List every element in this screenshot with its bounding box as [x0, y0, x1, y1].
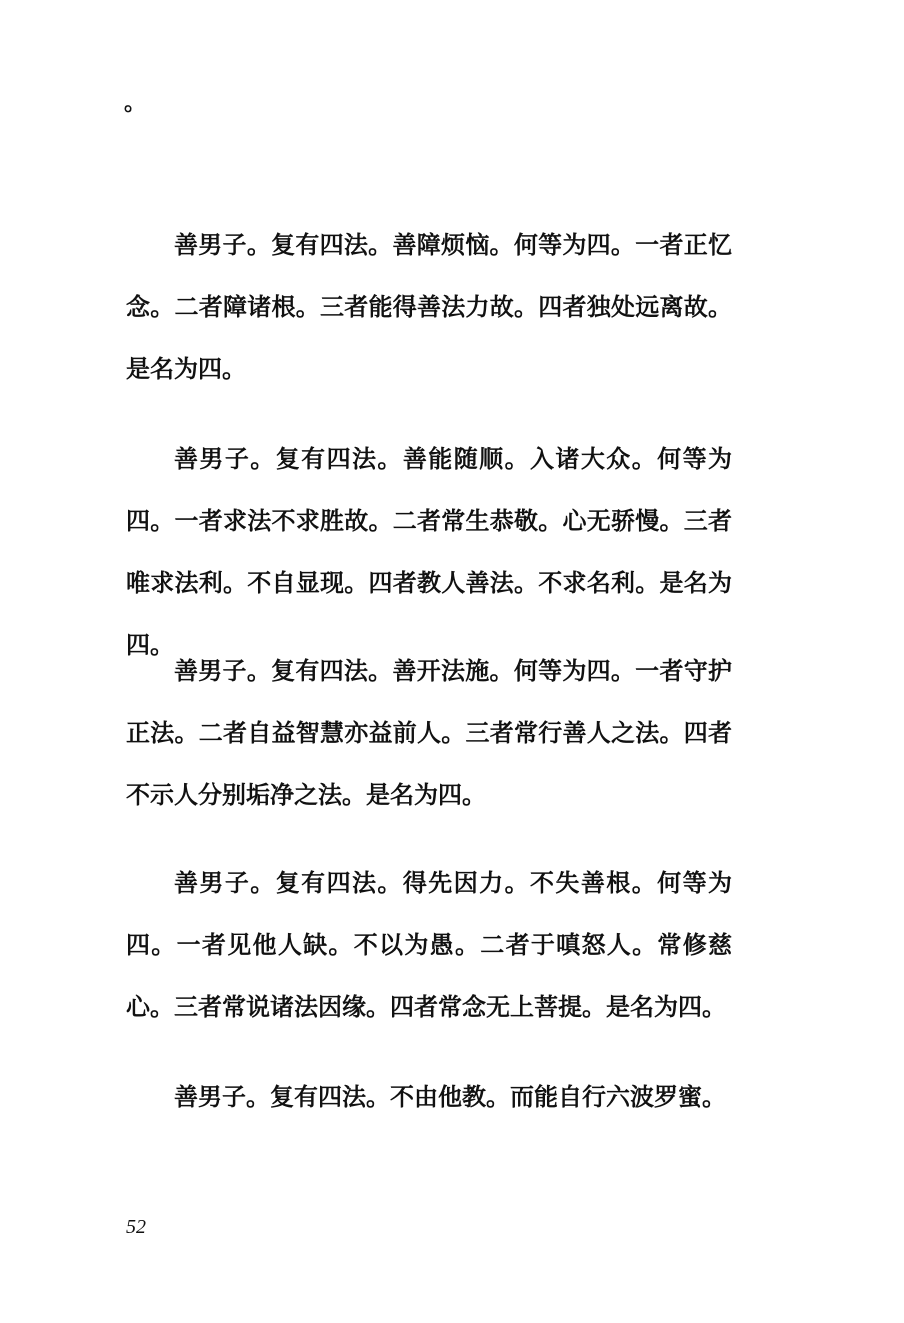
paragraph-5: 善男子。复有四法。不由他教。而能自行六波罗蜜。	[174, 1082, 726, 1111]
paragraph-3: 善男子。复有四法。善开法施。何等为四。一者守护正法。二者自益智慧亦益前人。三者常行善人之法。四者不示人分别垢净之法。是名为四。	[126, 656, 732, 809]
page-number: 52	[126, 1216, 146, 1238]
paragraph-4: 善男子。复有四法。得先因力。不失善根。何等为四。一者见他人缺。不以为愚。二者于嗔怒人。常修慈心。三者常说诸法因缘。四者常念无上菩提。是名为四。	[126, 868, 732, 1021]
paragraph-1: 善男子。复有四法。善障烦恼。何等为四。一者正忆念。二者障诸根。三者能得善法力故。四者独处远离故。是名为四。	[126, 230, 732, 383]
leading-punctuation: 。	[124, 90, 147, 116]
paragraph-2: 善男子。复有四法。善能随顺。入诸大众。何等为四。一者求法不求胜故。二者常生恭敬。心无骄慢。三者唯求法利。不自显现。四者教人善法。不求名利。是名为四。	[126, 444, 732, 659]
